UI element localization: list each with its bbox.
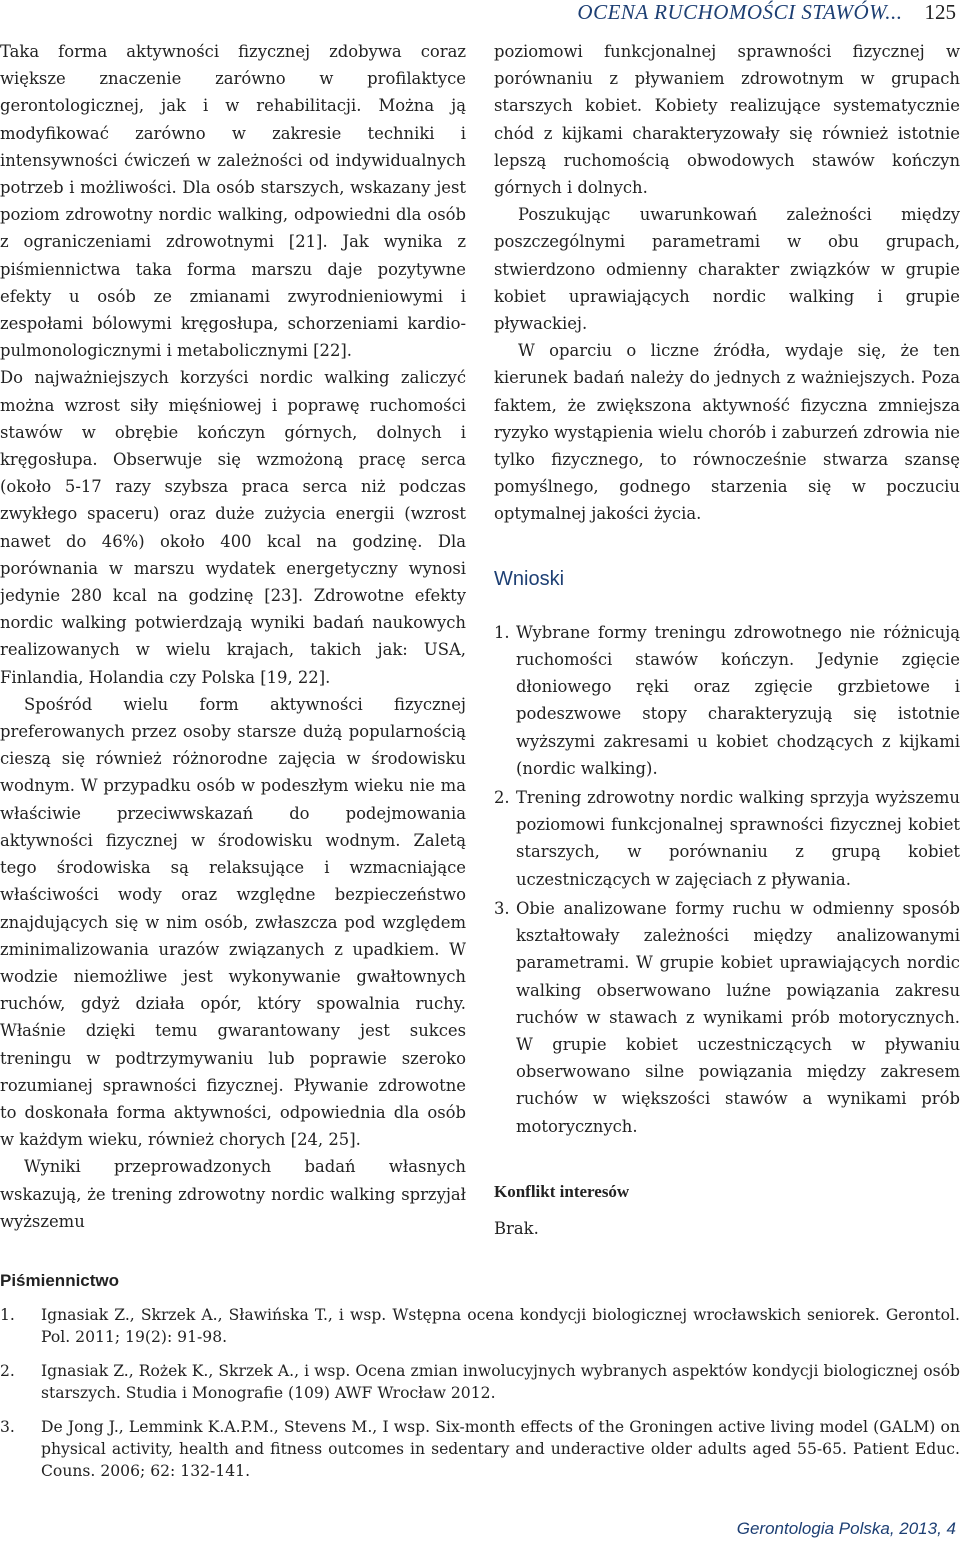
conflict-heading: Konflikt interesów bbox=[494, 1181, 630, 1201]
reference-text: De Jong J., Lemmink K.A.P.M., Stevens M., I wsp. Six-month effects of the Groningen active living model (GALM) on physical activity, health and fitness outcomes in sedentary and underactive older adults aged 55-65. Patient Educ. Couns. 2006; 62: 132-141. bbox=[41, 1418, 960, 1480]
conclusions-heading: Wnioski bbox=[494, 567, 565, 590]
paragraph: Wyniki przeprowadzonych badań własnych wskazują, że trening zdrowotny nordic walking sprzyjał wyższemu bbox=[0, 1157, 466, 1231]
reference-item bbox=[0, 1416, 960, 1482]
list-item bbox=[494, 784, 960, 893]
running-title: OCENA RUCHOMOŚCI STAWÓW... bbox=[577, 0, 903, 24]
list-item-text: Wybrane formy treningu zdrowotnego nie różnicują ruchomości stawów kończyn. Jedynie zgięcie dłoniowego ręki oraz zgięcie grzbietowe i podeszwowe stopy charakteryzują się istotnie wyższymi zakresami u kobiet chodzących z kijkami (nordic walking). bbox=[516, 622, 960, 778]
journal-footer: Gerontologia Polska, 2013, 4 bbox=[736, 1519, 956, 1538]
list-item bbox=[494, 895, 960, 1140]
list-item-number: 2. bbox=[494, 788, 510, 808]
reference-number: 2. bbox=[0, 1362, 15, 1380]
list-item-text: Obie analizowane formy ruchu w odmienny sposób kształtowały zależności między analizowanymi parametrami. W grupie kobiet uprawiających nordic walking obserwowano luźne powiązania zakresu ruchów w stawach z wynikami prób motorycznych. W grupie kobiet uczestniczących w pływaniu obserwowano silne powiązania między zakresem ruchów w większości stawów a wynikami prób motorycznych. bbox=[516, 898, 960, 1136]
paragraph: Spośród wielu form aktywności fizycznej preferowanych przez osoby starsze dużą popularnością cieszą się również różnorodne zajęcia w środowisku wodnym. W przypadku osób w podeszłym wieku nie ma właściwie przeciwwskazań do podejmowania aktywności fizycznej w środowisku wodnym. Zaletą tego środowiska są relaksujące i wzmacniające właściwości wody oraz względne bezpieczeństwo znajdujących się w nim osób, zwłaszcza pod względem zminimalizowania urazów związanych z upadkiem. W wodzie niemożliwe jest wykonywanie gwałtownych ruchów, gdyż działa opór, który spowalnia ruchy. Właśnie dzięki temu gwarantowany jest sukces treningu w podtrzymywaniu lub poprawie szeroko rozumianej sprawności fizycznej. Pływanie zdrowotne to doskonała forma aktywności, odpowiednia dla osób w każdym wieku, również chorych [24, 25]. bbox=[0, 694, 466, 1150]
page-number: 125 bbox=[924, 0, 956, 24]
paragraph: poziomowi funkcjonalnej sprawności fizycznej w porównaniu z pływaniem zdrowotnym w grupach starszych kobiet. Kobiety realizujące systematycznie chód z kijkami charakteryzowały się również istotnie lepszą ruchomością obwodowych stawów kończyn górnych i dolnych. bbox=[494, 42, 960, 198]
reference-item bbox=[0, 1304, 960, 1348]
left-column bbox=[0, 38, 466, 1235]
list-item-number: 1. bbox=[494, 622, 510, 642]
list-item-text: Trening zdrowotny nordic walking sprzyja wyższemu poziomowi funkcjonalnej sprawności fizycznej kobiet starszych, w porównaniu z grupą kobiet uczestniczących w zajęciach z pływania. bbox=[516, 788, 960, 889]
references-heading: Piśmiennictwo bbox=[0, 1271, 120, 1290]
paragraph: Poszukując uwarunkowań zależności między poszczególnymi parametrami w obu grupach, stwierdzono odmienny charakter związków w grupie kobiet uprawiających nordic walking i grupie pływackiej. bbox=[494, 205, 960, 334]
references-section bbox=[0, 1270, 960, 1494]
conclusions-list bbox=[494, 619, 960, 1140]
running-header bbox=[577, 0, 956, 28]
paragraph: W oparciu o liczne źródła, wydaje się, że ten kierunek badań należy do jednych z ważniejszych. Poza faktem, że zwiększona aktywność fizyczna zmniejsza ryzyko wystąpienia wielu chorób i zaburzeń zdrowia nie tylko fizycznego, to równocześnie stwarza szansę pomyślnego, godnego starzenia się w poczuciu optymalnej jakości życia. bbox=[494, 341, 960, 524]
reference-text: Ignasiak Z., Skrzek A., Sławińska T., i wsp. Wstępna ocena kondycji biologicznej wrocławskich seniorek. Gerontol. Pol. 2011; 19(2): 91-98. bbox=[41, 1306, 960, 1346]
conflict-text: Brak. bbox=[494, 1218, 539, 1238]
paragraph: Taka forma aktywności fizycznej zdobywa coraz większe znaczenie zarówno w profilaktyce gerontologicznej, jak i w rehabilitacji. Można ją modyfikować zarówno w zakresie techniki i intensywności ćwiczeń w zależności od indywidualnych potrzeb i możliwości. Dla osób starszych, wskazany jest poziom zdrowotny nordic walking, odpowiedni dla osób z ograniczeniami zdrowotnymi [21]. Jak wynika z piśmiennictwa taka forma marszu daje pozytywne efekty u osób ze zmianami zwyrodnieniowymi i zespołami bólowymi kręgosłupa, schorzeniami kardio-pulmonologicznymi i metabolicznymi [22]. bbox=[0, 42, 466, 361]
reference-text: Ignasiak Z., Rożek K., Skrzek A., i wsp. Ocena zmian inwolucyjnych wybranych aspektów kondycji biologicznej osób starszych. Studia i Monografie (109) AWF Wrocław 2012. bbox=[41, 1362, 960, 1402]
reference-number: 3. bbox=[0, 1418, 15, 1436]
list-item bbox=[494, 619, 960, 782]
reference-number: 1. bbox=[0, 1306, 15, 1324]
paragraph: Do najważniejszych korzyści nordic walking zaliczyć można wzrost siły mięśniowej i poprawę ruchomości stawów w obrębie kończyn górnych, dolnych i kręgosłupa. Obserwuje się wzmożoną pracę serca (około 5-17 razy szybsza praca serca niż podczas zwykłego spaceru) oraz duże zużycia energii (wzrost nawet do 46%) około 400 kcal na godzinę. Dla porównania w marszu wydatek energetyczny wynosi jedynie 280 kcal na godzinę [23]. Zdrowotne efekty nordic walking potwierdzają wyniki badań naukowych realizowanych w wielu krajach, takich jak: USA, Finlandia, Holandia czy Polska [19, 22]. bbox=[0, 368, 466, 687]
list-item-number: 3. bbox=[494, 898, 510, 918]
right-column bbox=[494, 38, 960, 1242]
reference-item bbox=[0, 1360, 960, 1404]
